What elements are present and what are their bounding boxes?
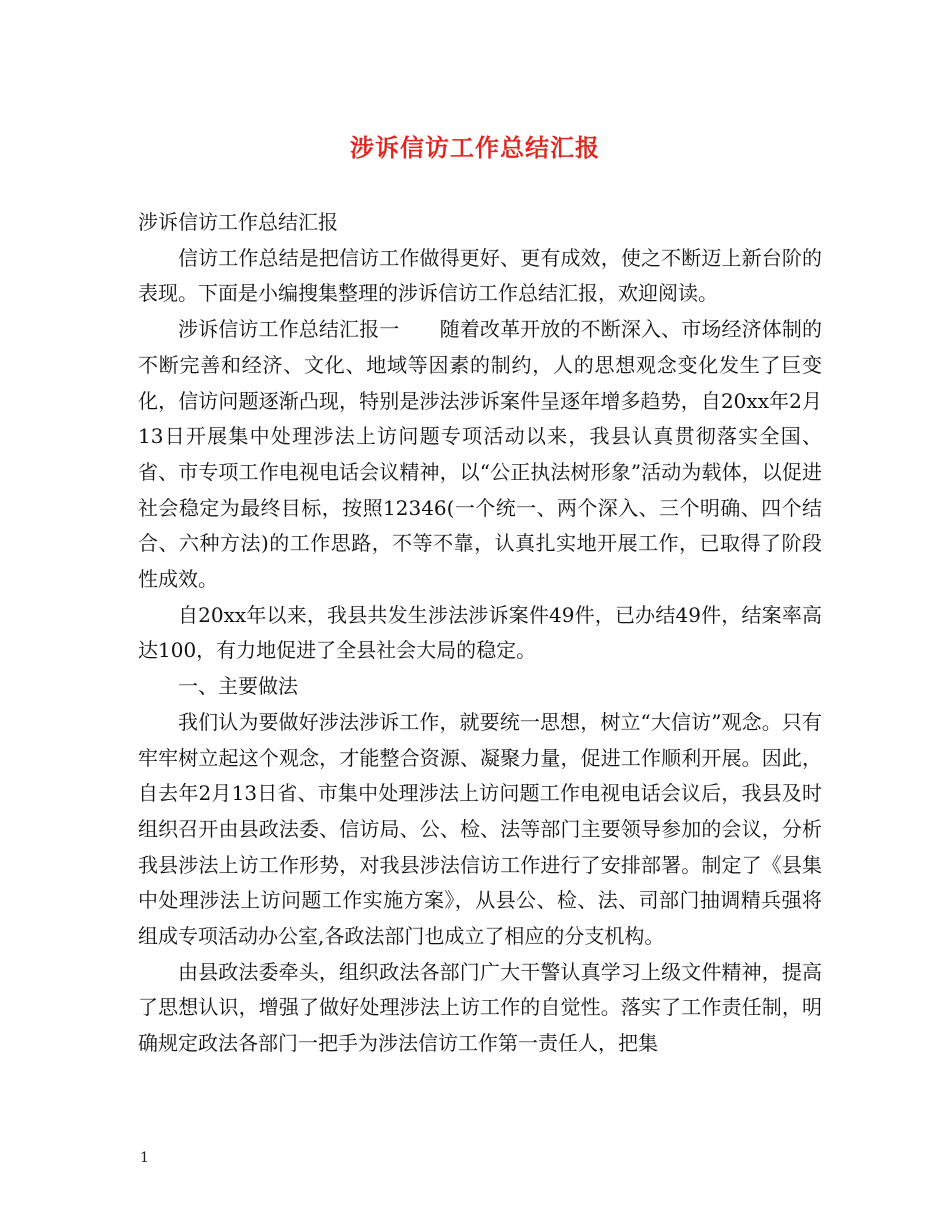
report-one-paragraph: 涉诉信访工作总结汇报一 随着改革开放的不断深入、市场经济体制的不断完善和经济、文化、地域等因素的制约，人的思想观念变化发生了巨变化，信访问题逐渐凸现，特别是涉法涉诉案件呈逐年增多趋势，自20xx年2月13日开展集中处理涉法上访问题专项活动以来，我县认真贯彻落实全国、省、市专项工作电视电话会议精神，以“公正执法树形象”活动为载体，以促进社会稳定为最终目标，按照12346(一个统一、两个深入、三个明确、四个结合、六种方法)的工作思路，不等不靠，认真扎实地开展工作，已取得了阶段性成效。 (138, 317, 822, 592)
body-paragraph: 由县政法委牵头，组织政法各部门广大干警认真学习上级文件精神，提高了思想认识，增强了做好处理涉法上访工作的自觉性。落实了工作责任制，明确规定政法各部门一把手为涉法信访工作第一责任人，把集 (138, 959, 822, 1056)
subtitle-paragraph: 涉诉信访工作总结汇报 (138, 210, 338, 234)
page-number: 1 (140, 1150, 149, 1166)
statistics-paragraph: 自20xx年以来，我县共发生涉法涉诉案件49件，已办结49件，结案率高达100，有力地促进了全县社会大局的稳定。 (138, 602, 822, 663)
body-paragraph: 我们认为要做好涉法涉诉工作，就要统一思想，树立“大信访”观念。只有牢牢树立起这个观念，才能整合资源、凝聚力量，促进工作顺利开展。因此，自去年2月13日省、市集中处理涉法上访问题工作电视电话会议后，我县及时组织召开由县政法委、信访局、公、检、法等部门主要领导参加的会议，分析我县涉法上访工作形势，对我县涉法信访工作进行了安排部署。制定了《县集中处理涉法上访问题工作实施方案》，从县公、检、法、司部门抽调精兵强将组成专项活动办公室,各政法部门也成立了相应的分支机构。 (138, 709, 822, 949)
document-body (138, 205, 822, 1062)
section-heading: 一、主要做法 (178, 674, 298, 699)
document-title: 涉诉信访工作总结汇报 (350, 133, 600, 162)
intro-paragraph: 信访工作总结是把信访工作做得更好、更有成效，使之不断迈上新台阶的表现。下面是小编搜集整理的涉诉信访工作总结汇报，欢迎阅读。 (138, 245, 822, 306)
